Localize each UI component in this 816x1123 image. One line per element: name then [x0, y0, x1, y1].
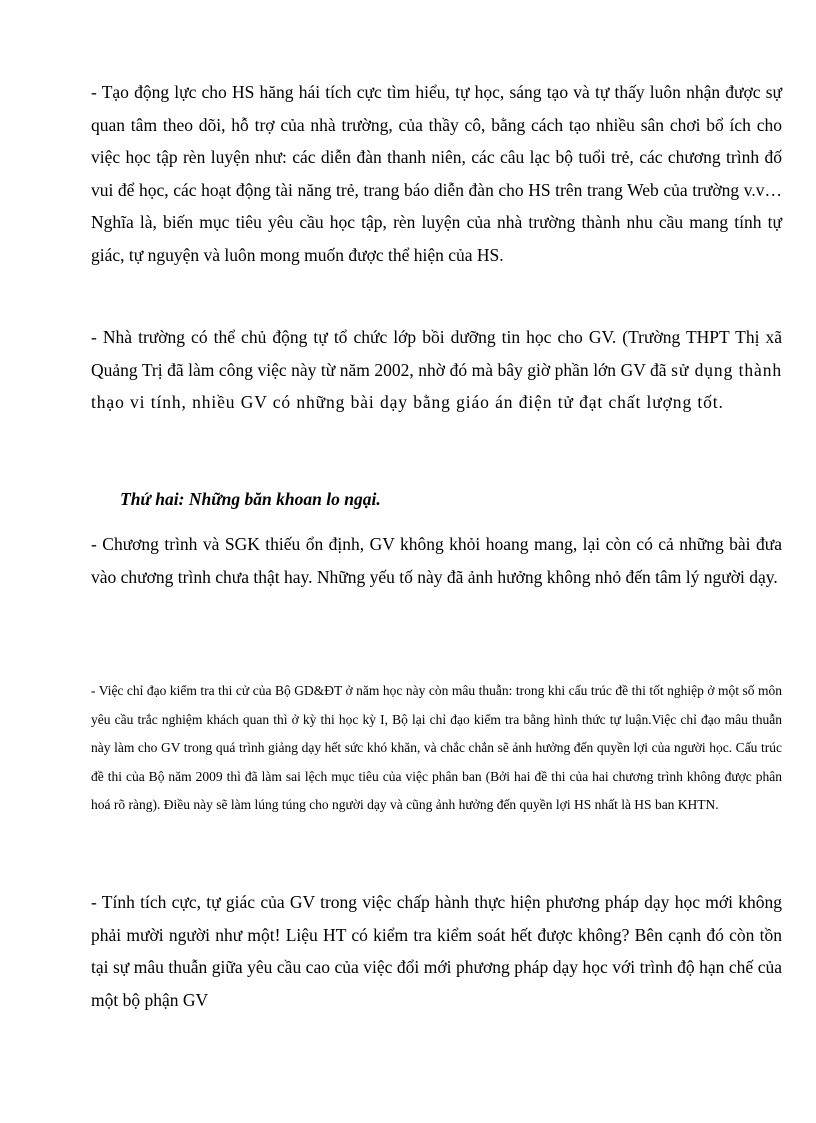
paragraph-teacher-it-training: [91, 321, 782, 419]
section-heading: Thứ hai: Những băn khoan lo ngại.: [120, 489, 381, 509]
paragraph-teacher-it-training-part2: sử dụng thành thạo vi tính, nhiều GV có những bài dạy bằng giáo án điện tử đạt chất lượng tốt.: [91, 359, 783, 412]
paragraph-teacher-it-training-part1: - Nhà trường có thể chủ động tự tổ chức lớp bồi dưỡng tin học cho GV. (Trường THPT Thị xã Quảng Trị đã làm công việc này từ năm 2002, nhờ đó mà bây giờ phần lớn GV đã: [91, 327, 782, 380]
paragraph-student-motivation: - Tạo động lực cho HS hăng hái tích cực tìm hiểu, tự học, sáng tạo và tự thấy luôn nhận được sự quan tâm theo dõi, hỗ trợ của nhà trường, của thầy cô, bằng cách tạo nhiều sân chơi bổ ích cho việc học tập rèn luyện như: các diễn đàn thanh niên, các câu lạc bộ tuổi trẻ, các chương trình đố vui để học, các hoạt động tài năng trẻ, trang báo diễn đàn cho HS trên trang Web của trường v.v… Nghĩa là, biến mục tiêu yêu cầu học tập, rèn luyện của nhà trường thành nhu cầu mang tính tự giác, tự nguyện và luôn mong muốn được thể hiện của HS.: [91, 82, 782, 265]
paragraph-exam-direction: - Việc chỉ đạo kiểm tra thi cử của Bộ GD&ĐT ở năm học này còn mâu thuẫn: trong khi cấu trúc đề thi tốt nghiệp ở một số môn yêu cầu trắc nghiệm khách quan thì ở kỳ thi học kỳ I, Bộ lại chỉ đạo kiểm tra bằng hình thức tự luận.Việc chỉ đạo mâu thuẫn này làm cho GV trong quá trình giảng dạy hết sức khó khăn, và chắc chắn sẽ ảnh hưởng đến quyền lợi của người học. Cấu trúc đề thi của Bộ năm 2009 thì đã làm sai lệch mục tiêu của việc phân ban (Bởi hai đề thi của hai chương trình không được phân hoá rõ ràng). Điều này sẽ làm lúng túng cho người dạy và cũng ảnh hưởng đến quyền lợi HS nhất là HS ban KHTN.: [91, 683, 782, 813]
paragraph-teacher-self-discipline: - Tính tích cực, tự giác của GV trong việc chấp hành thực hiện phương pháp dạy học mới không phải mười người như một! Liệu HT có kiểm tra kiểm soát hết được không? Bên cạnh đó còn tồn tại sự mâu thuẫn giữa yêu cầu cao của việc đổi mới phương pháp dạy học với trình độ hạn chế của một bộ phận GV: [91, 892, 782, 1010]
paragraph-curriculum-instability: - Chương trình và SGK thiếu ổn định, GV không khỏi hoang mang, lại còn có cả những bài đưa vào chương trình chưa thật hay. Những yếu tố này đã ảnh hưởng không nhỏ đến tâm lý người dạy.: [91, 534, 782, 587]
